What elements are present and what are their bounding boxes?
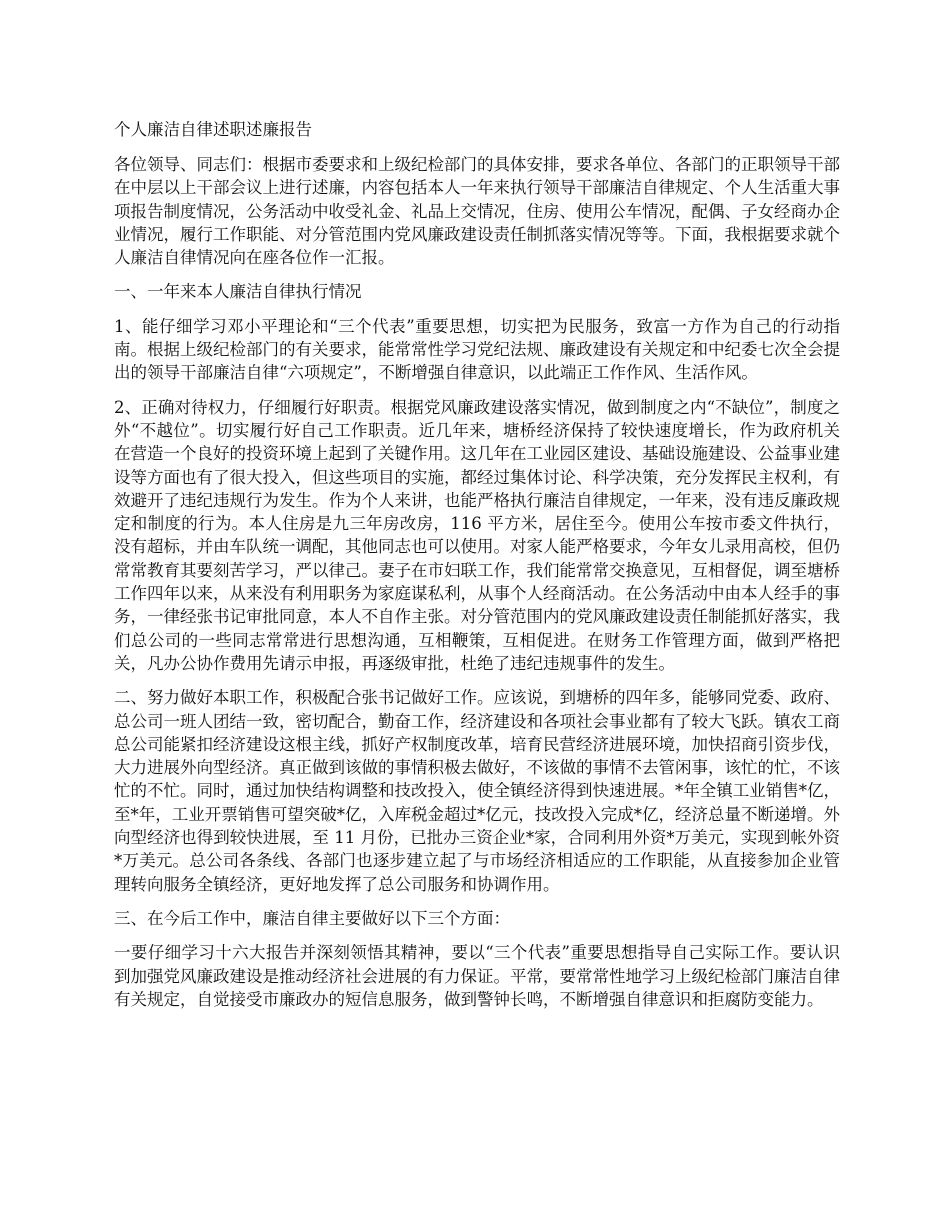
document-title: 个人廉洁自律述职述廉报告 bbox=[114, 120, 312, 139]
body-paragraph: 2、正确对待权力，仔细履行好职责。根据党风廉政建设落实情况，做到制度之内“不缺位”，制度之外“不越位”。切实履行好自己工作职责。近几年来，塘桥经济保持了较快速度增长，作为政府机关在营造一个良好的投资环境上起到了关键作用。这几年在工业园区建设、基础设施建设、公益事业建设等方面也有了很大投入，但这些项目的实施，都经过集体讨论、科学决策，充分发挥民主权利，有效避开了违纪违规行为发生。作为个人来讲，也能严格执行廉洁自律规定，一年来，没有违反廉政规定和制度的行为。本人住房是九三年房改房，116 平方米，居住至今。使用公车按市委文件执行，没有超标，并由车队统一调配，其他同志也可以使用。对家人能严格要求，今年女儿录用高校，但仍常常教育其要刻苦学习，严以律己。妻子在市妇联工作，我们能常常交换意见，互相督促，调至塘桥工作四年以来，从来没有利用职务为家庭谋私利，从事个人经商活动。在公务活动中由本人经手的事务，一律经张书记审批同意，本人不自作主张。对分管范围内的党风廉政建设责任制能抓好落实，我们总公司的一些同志常常进行思想沟通，互相鞭策，互相促进。在财务工作管理方面，做到严格把关，凡办公协作费用先请示申报，再逐级审批，杜绝了违纪违规事件的发生。 bbox=[114, 397, 840, 673]
section-heading-2-paragraph: 二、努力做好本职工作，积极配合张书记做好工作。应该说，到塘桥的四年多，能够同党委、政府、总公司一班人团结一致，密切配合，勤奋工作，经济建设和各项社会事业都有了较大飞跃。镇农工商总公司能紧扣经济建设这根主线，抓好产权制度改革，培育民营经济进展环境，加快招商引资步伐，大力进展外向型经济。真正做到该做的事情积极去做好，不该做的事情不去管闲事，该忙的忙，不该忙的不忙。同时，通过加快结构调整和技改投入，使全镇经济得到快速进展。*年全镇工业销售*亿，至*年，工业开票销售可望突破*亿，入库税金超过*亿元，技改投入完成*亿，经济总量不断递增。外向型经济也得到较快进展，至 11 月份，已批办三资企业*家，合同利用外资*万美元，实现到帐外资*万美元。总公司各条线、各部门也逐步建立起了与市场经济相适应的工作职能，从直接参加企业管理转向服务全镇经济，更好地发挥了总公司服务和协调作用。 bbox=[114, 688, 840, 894]
section-heading-1: 一、一年来本人廉洁自律执行情况 bbox=[114, 282, 362, 302]
document-page bbox=[114, 118, 840, 1022]
body-paragraph: 一要仔细学习十六大报告并深刻领悟其精神，要以“三个代表”重要思想指导自己实际工作。要认识到加强党风廉政建设是推动经济社会进展的有力保证。平常，要常常性地学习上级纪检部门廉洁自律有关规定，自觉接受市廉政办的短信息服务，做到警钟长鸣，不断增强自律意识和拒腐防变能力。 bbox=[114, 943, 840, 1009]
intro-paragraph: 各位领导、同志们：根据市委要求和上级纪检部门的具体安排，要求各单位、各部门的正职领导干部在中层以上干部会议上进行述廉，内容包括本人一年来执行领导干部廉洁自律规定、个人生活重大事项报告制度情况，公务活动中收受礼金、礼品上交情况，住房、使用公车情况，配偶、子女经商办企业情况，履行工作职能、对分管范围内党风廉政建设责任制抓落实情况等等。下面，我根据要求就个人廉洁自律情况向在座各位作一汇报。 bbox=[114, 155, 840, 268]
section-heading-3: 三、在今后工作中，廉洁自律主要做好以下三个方面： bbox=[114, 908, 510, 928]
body-paragraph: 1、能仔细学习邓小平理论和“三个代表”重要思想，切实把为民服务，致富一方作为自己的行动指南。根据上级纪检部门的有关要求，能常常性学习党纪法规、廉政建设有关规定和中纪委七次全会提出的领导干部廉洁自律“六项规定”，不断增强自律意识，以此端正工作作风、生活作风。 bbox=[114, 316, 840, 383]
